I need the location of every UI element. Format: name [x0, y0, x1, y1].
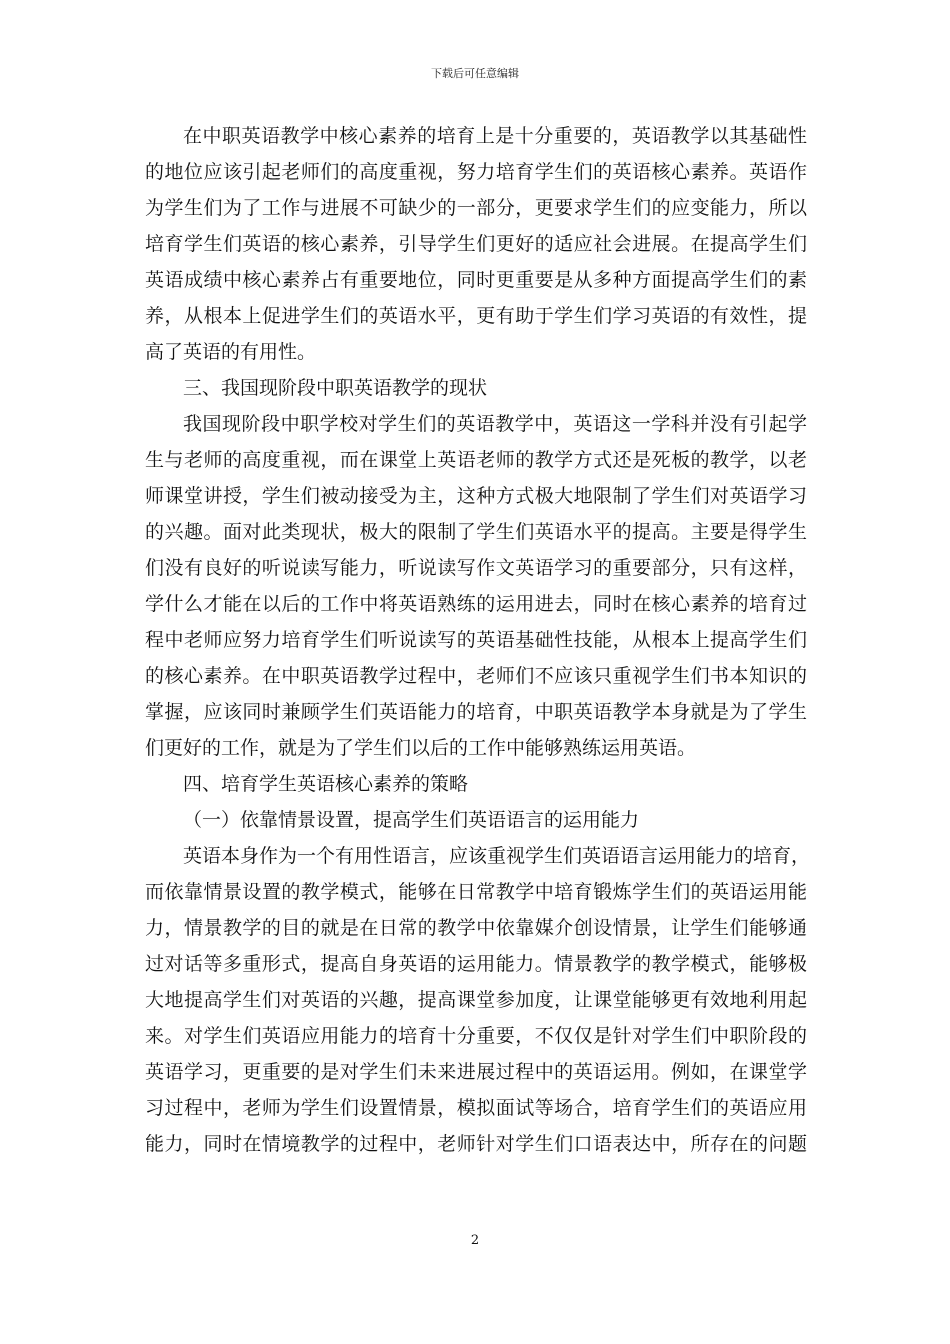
paragraph-line: 英语学习，更重要的是对学生们未来进展过程中的英语运用。例如，在课堂学: [145, 1061, 807, 1083]
paragraph-line: 们更好的工作，就是为了学生们以后的工作中能够熟练运用英语。: [145, 737, 697, 759]
paragraph-line: 掌握，应该同时兼顾学生们英语能力的培育，中职英语教学本身就是为了学生: [145, 701, 807, 723]
paragraph-line: 大地提高学生们对英语的兴趣，提高课堂参加度，让课堂能够更有效地利用起: [145, 989, 807, 1011]
paragraph-line: 英语本身作为一个有用性语言，应该重视学生们英语语言运用能力的培育，: [183, 845, 811, 867]
paragraph-line: 我国现阶段中职学校对学生们的英语教学中，英语这一学科并没有引起学: [183, 413, 807, 435]
paragraph-line: 高了英语的有用性。: [145, 341, 317, 363]
paragraph-line: 生与老师的高度重视，而在课堂上英语老师的教学方式还是死板的教学，以老: [145, 449, 807, 471]
paragraph-current-status: [145, 406, 807, 766]
subsection-heading-scenario-setting: （一）依靠情景设置，提高学生们英语语言的运用能力: [183, 809, 640, 831]
paragraph-line: 们没有良好的听说读写能力，听说读写作文英语学习的重要部分，只有这样，: [145, 557, 807, 579]
paragraph-line: 习过程中，老师为学生们设置情景，模拟面试等场合，培育学生们的英语应用: [145, 1097, 807, 1119]
paragraph-line: 而依靠情景设置的教学模式，能够在日常教学中培育锻炼学生们的英语运用能: [145, 881, 807, 903]
paragraph-line: 学什么才能在以后的工作中将英语熟练的运用进去，同时在核心素养的培育过: [145, 593, 807, 615]
paragraph-scenario-teaching: [145, 838, 811, 1162]
paragraph-line: 力，情景教学的目的就是在日常的教学中依靠媒介创设情景，让学生们能够通: [145, 917, 807, 939]
document-body: [145, 118, 811, 1162]
paragraph-line: 能力，同时在情境教学的过程中，老师针对学生们口语表达中，所存在的问题: [145, 1133, 807, 1155]
paragraph-line: 英语成绩中核心素养占有重要地位，同时更重要是从多种方面提高学生们的素: [145, 269, 807, 291]
paragraph-line: 的地位应该引起老师们的高度重视，努力培育学生们的英语核心素养。英语作: [145, 161, 807, 183]
paragraph-line: 养，从根本上促进学生们的英语水平，更有助于学生们学习英语的有效性，提: [145, 305, 807, 327]
paragraph-line: 培育学生们英语的核心素养，引导学生们更好的适应社会进展。在提高学生们: [145, 233, 807, 255]
paragraph-line: 在中职英语教学中核心素养的培育上是十分重要的，英语教学以其基础性: [183, 125, 807, 147]
page-number: 2: [470, 1233, 480, 1248]
paragraph-line: 过对话等多重形式，提高自身英语的运用能力。情景教学的教学模式，能够极: [145, 953, 807, 975]
paragraph-line: 程中老师应努力培育学生们听说读写的英语基础性技能，从根本上提高学生们: [145, 629, 807, 651]
section-heading-current-status: 三、我国现阶段中职英语教学的现状: [183, 377, 488, 399]
section-heading-strategies: 四、培育学生英语核心素养的策略: [183, 773, 469, 795]
paragraph-line: 的核心素养。在中职英语教学过程中，老师们不应该只重视学生们书本知识的: [145, 665, 807, 687]
page-header: 下载后可任意编辑: [431, 67, 519, 80]
paragraph-core-literacy-importance: [145, 118, 807, 370]
paragraph-line: 来。对学生们英语应用能力的培育十分重要，不仅仅是针对学生们中职阶段的: [145, 1025, 807, 1047]
paragraph-line: 师课堂讲授，学生们被动接受为主，这种方式极大地限制了学生们对英语学习: [145, 485, 807, 507]
paragraph-line: 为学生们为了工作与进展不可缺少的一部分，更要求学生们的应变能力，所以: [145, 197, 807, 219]
paragraph-line: 的兴趣。面对此类现状，极大的限制了学生们英语水平的提高。主要是得学生: [145, 521, 807, 543]
